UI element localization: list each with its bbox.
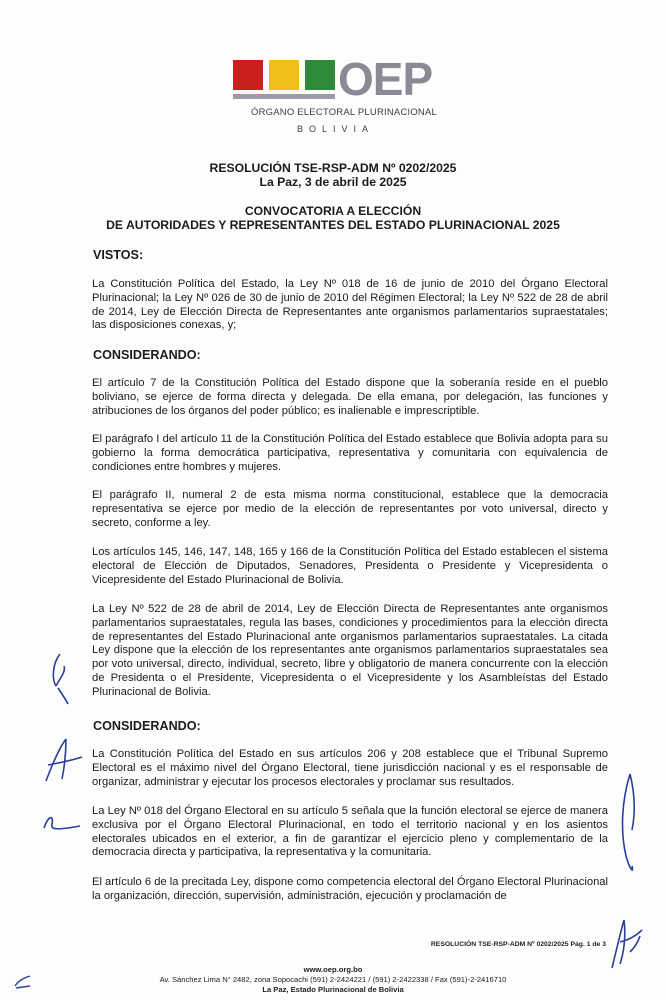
footer-address: Av. Sánchez Lima N° 2482, zona Sopocachi (591) 2-2424221 / (591) 2-2422338 / Fax (591)-2-2416710 — [159, 975, 507, 984]
place-date: La Paz, 3 de abril de 2025 — [259, 175, 407, 189]
document-title-line2: DE AUTORIDADES Y REPRESENTANTES DEL ESTADO PLURINACIONAL 2025 — [106, 218, 560, 232]
logo-bar — [233, 94, 335, 99]
considerando-1-paragraph-4: Los artículos 145, 146, 147, 148, 165 y 166 de la Constitución Política del Estado establecen el sistema electoral de Elección de Diputados, Senadores, Presidenta o Presidente y Vicepresidenta o Vicepresidente del Estado Plurinacional de Bolivia. — [92, 546, 608, 586]
logo-red-square — [233, 60, 263, 90]
considerando-heading-2: CONSIDERANDO: — [93, 719, 201, 733]
handwritten-initials-1 — [46, 650, 76, 706]
considerando-2-paragraph-3: El artículo 6 de la precitada Ley, dispone como competencia electoral del Órgano Electoral Plurinacional la organización, dirección, supervisión, administración, ejecución y proclamación de — [92, 876, 608, 902]
considerando-1-paragraph-3: El parágrafo II, numeral 2 de esta misma norma constitucional, establece que la democracia representativa se ejerce por medio de la elección de representantes por voto universal, directo y secreto, conforme a ley. — [92, 489, 608, 529]
considerando-heading-1: CONSIDERANDO: — [93, 348, 201, 362]
document-title-line1: CONVOCATORIA A ELECCIÓN — [244, 204, 422, 218]
footer-website: www.oep.org.bo — [303, 965, 363, 974]
logo-country: BOLIVIA — [297, 124, 375, 134]
footer-city: La Paz, Estado Plurinacional de Bolivia — [262, 985, 404, 994]
considerando-2-paragraph-2: La Ley Nº 018 del Órgano Electoral en su artículo 5 señala que la función electoral se ejerce de manera exclusiva por el Órgano Electoral Plurinacional, en todo el territorio nacional y en los asientos electorales ubicados en el exterior, a fin de garantizar el ejercicio pleno y complementario de la democracia directa y participativa, la representativa y la comunitaria. — [92, 805, 608, 859]
oep-logo — [233, 53, 473, 138]
handwritten-initials-3 — [40, 808, 84, 836]
logo-green-square — [305, 60, 335, 90]
considerando-1-paragraph-5: La Ley Nº 522 de 28 de abril de 2014, Ley de Elección Directa de Representantes ante organismos parlamentarios supraestatales, regula las bases, condiciones y procedimientos para la elección directa de representantes del Estado Plurinacional ante organismos parlamentarios supraestatales. La citada Ley dispone que la elección de los representantes ante organismos parlamentarios supraestatales sea por voto universal, directo, individual, secreto, libre y obligatorio de manera concurrente con la elección de Presidenta o el Presidente, Vicepresidenta o el Vicepresidente y los Asambleístas del Estado Plurinacional de Bolivia. — [92, 603, 608, 698]
considerando-1-paragraph-1: El artículo 7 de la Constitución Política del Estado dispone que la soberanía reside en el pueblo boliviano, se ejerce de forma directa y delegada. De ella emana, por delegación, las funciones y atribuciones de los órganos del poder público; es inalienable e imprescriptible. — [92, 377, 608, 417]
page-reference: RESOLUCIÓN TSE-RSP-ADM Nº 0202/2025 Pág. 1 de 3 — [430, 941, 606, 948]
handwritten-signature-margin — [612, 770, 642, 880]
resolution-number: RESOLUCIÓN TSE-RSP-ADM Nº 0202/2025 — [209, 161, 457, 175]
logo-yellow-square — [269, 60, 299, 90]
vistos-heading: VISTOS: — [93, 248, 144, 262]
vistos-paragraph: La Constitución Política del Estado, la Ley Nº 018 de 16 de junio de 2010 del Órgano Electoral Plurinacional; la Ley Nº 026 de 30 de junio de 2010 del Régimen Electoral; la Ley Nº 522 de 28 de abril de 2014, Ley de Elección Directa de Representantes ante organismos parlamentarios supraestatales; las disposiciones conexas, y; — [92, 278, 608, 332]
considerando-2-paragraph-1: La Constitución Política del Estado en sus artículos 206 y 208 establece que el Tribunal Supremo Electoral es el máximo nivel del Órgano Electoral, tiene jurisdicción nacional y es el responsable de organizar, administrar y ejecutar los procesos electorales y proclamar sus resultados. — [92, 748, 608, 788]
handwritten-initials-2 — [40, 735, 86, 787]
considerando-1-paragraph-2: El parágrafo I del artículo 11 de la Constitución Política del Estado establece que Bolivia adopta para su gobierno la forma democrática participativa, representativa y comunitaria con equivalencia de condiciones entre hombres y mujeres. — [92, 433, 608, 473]
logo-wordmark: OEP — [338, 53, 433, 105]
logo-subtitle: ÓRGANO ELECTORAL PLURINACIONAL — [251, 107, 438, 118]
